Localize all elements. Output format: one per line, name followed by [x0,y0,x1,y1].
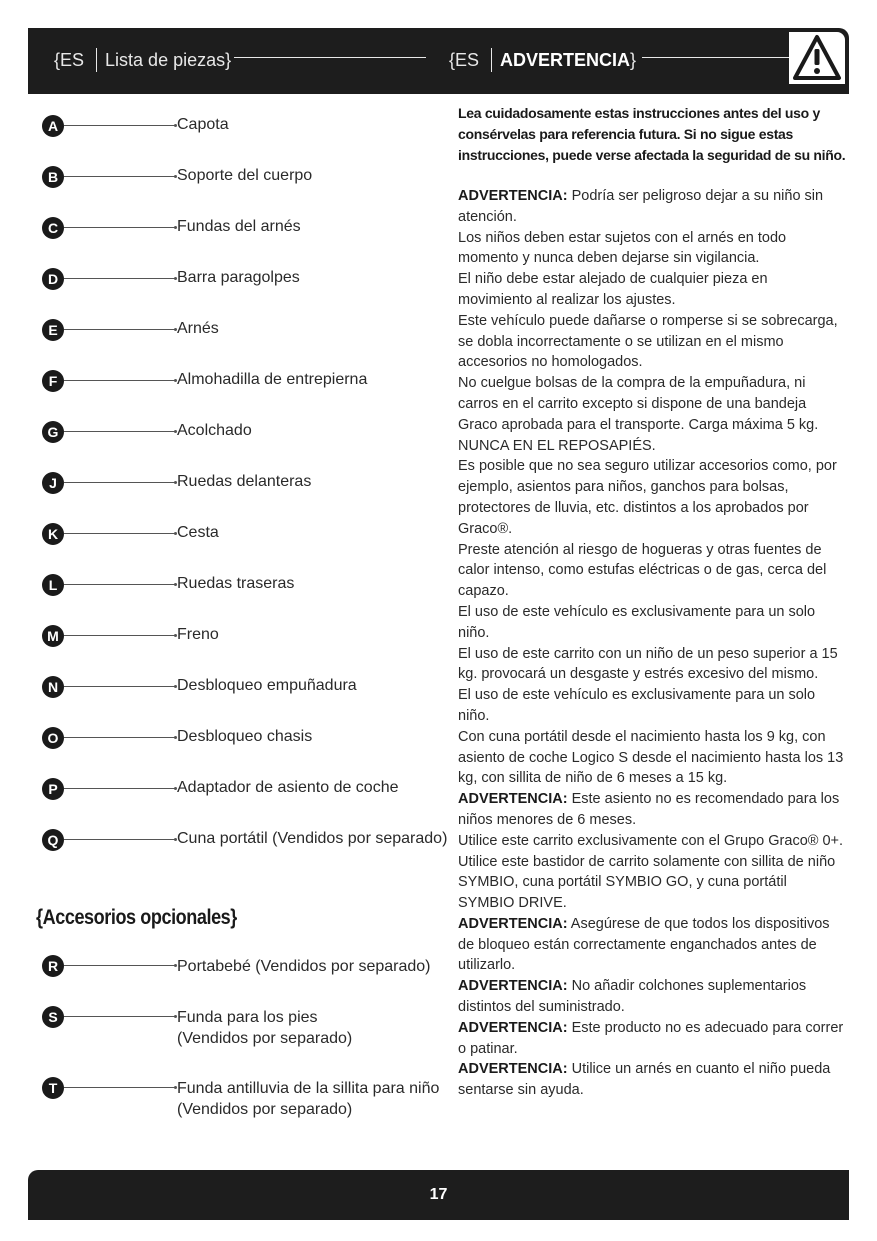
parts-list-heading [54,46,231,74]
leader-line [64,227,175,228]
header-rule [234,57,426,58]
leader-line [64,839,175,840]
warning-text: Con cuna portátil desde el nacimiento hasta los 9 kg, con asiento de coche Logico S desde el nacimiento hasta los 13 kg, con sillita de niño de 6 meses a 15 kg. [458,728,844,787]
part-letter-badge: L [42,574,64,596]
heading-divider [96,48,97,72]
warning-text: El uso de este vehículo es exclusivamente para un solo niño. [458,603,816,641]
accessory-label-line1: Funda antilluvia de la sillita para niño [177,1080,440,1097]
header-rule [642,57,794,58]
part-label: Freno [177,626,219,643]
parts-list-title: Lista de piezas} [105,49,232,70]
accessory-letter-badge: T [42,1077,64,1099]
accessory-letter-badge: S [42,1006,64,1028]
part-label: Capota [177,116,229,133]
part-label: Barra paragolpes [177,269,300,286]
leader-line [64,1087,175,1088]
part-label: Cuna portátil (Vendidos por separado) [177,830,448,847]
part-label: Desbloqueo empuñadura [177,677,357,694]
warning-heading [449,46,636,74]
warning-paragraph [458,685,844,727]
warning-paragraph [458,1018,844,1060]
part-label: Ruedas traseras [177,575,295,592]
part-letter-badge: O [42,727,64,749]
leader-line [64,686,175,687]
warning-paragraph [458,269,844,311]
part-letter-badge: B [42,166,64,188]
warning-title-brace: } [630,49,637,70]
part-item [42,520,442,548]
warning-text: Es posible que no sea seguro utilizar accesorios como, por ejemplo, asientos para niños, ganchos para bolsas, protectores de lluvia, etc. distintos a los aprobados por Graco®. [458,458,837,537]
accessory-label-line1: Funda para los pies [177,1009,318,1026]
warning-text: Este vehículo puede dañarse o romperse si se sobrecarga, se dobla incorrectamente o se utilizan en el mismo accesorios no homologados. [458,312,838,371]
warning-text: Este producto no es adecuado para correr o patinar. [458,1019,844,1057]
warning-label: ADVERTENCIA: [458,915,568,932]
warning-paragraph [458,727,844,789]
part-label: Cesta [177,524,219,541]
warning-text: Asegúrese de que todos los dispositivos de bloqueo están correctamente enganchados antes de utilizarlo. [458,915,830,974]
accessory-label-line2: (Vendidos por separado) [177,1101,353,1118]
accessory-label [177,1007,352,1049]
part-letter-badge: C [42,217,64,239]
warning-paragraph [458,831,844,852]
header-bar [28,28,849,94]
warning-label: ADVERTENCIA: [458,188,568,204]
part-label: Almohadilla de entrepierna [177,371,368,388]
warning-text: Utilice este bastidor de carrito solamente con sillita de niño SYMBIO, cuna portátil SYMBIO GO, y cuna portátil SYMBIO DRIVE. [458,853,836,912]
warning-text: El uso de este vehículo es exclusivamente para un solo niño. [458,687,816,724]
part-item [42,418,442,446]
accessory-label [177,1078,439,1120]
leader-line [64,176,175,177]
language-code: {ES [54,49,85,70]
warning-title: ADVERTENCIA [500,49,631,70]
footer-bar [28,1170,849,1220]
part-label: Soporte del cuerpo [177,167,313,184]
accessory-item [42,952,452,1000]
warning-paragraph [458,602,844,644]
warnings-list [458,186,844,1101]
accessory-label-line2: (Vendidos por separado) [177,1030,353,1047]
warning-paragraph [458,852,844,914]
warning-paragraph [458,186,844,228]
part-item [42,367,442,395]
warning-text: Utilice este carrito exclusivamente con el Grupo Graco® 0+. [458,832,844,849]
part-letter-badge: E [42,319,64,341]
part-item [42,163,442,191]
part-label: Fundas del arnés [177,218,301,235]
warning-label: ADVERTENCIA: [458,978,568,995]
part-item [42,469,442,497]
warning-paragraph [458,540,844,602]
leader-line [64,380,175,381]
part-letter-badge: P [42,778,64,800]
warning-text: El uso de este carrito con un niño de un peso superior a 15 kg. provocará un desgaste y estrés excesivo del mismo. [458,645,838,683]
part-label: Acolchado [177,422,252,439]
part-letter-badge: Q [42,829,64,851]
part-label: Ruedas delanteras [177,473,312,490]
leader-line [64,737,175,738]
warning-paragraph [458,976,844,1018]
part-letter-badge: M [42,625,64,647]
warning-text: Utilice un arnés en cuanto el niño pueda sentarse sin ayuda. [458,1061,831,1099]
warning-paragraph [458,311,844,373]
part-letter-badge: K [42,523,64,545]
warning-label: ADVERTENCIA: [458,1019,568,1036]
part-item [42,673,442,701]
warning-label: ADVERTENCIA: [458,1061,568,1078]
part-letter-badge: A [42,115,64,137]
leader-line [64,278,175,279]
warning-text: Preste atención al riesgo de hogueras y otras fuentes de calor intenso, como estufas eléctricas o de gas, cerca del capazo. [458,541,827,600]
leader-line [64,965,175,966]
warnings-intro: Lea cuidadosamente estas instrucciones antes del uso y consérvelas para referencia futura. Si no sigue estas instrucciones, puede verse afectada la seguridad de su niño. [458,105,846,163]
part-item [42,622,442,650]
part-item [42,112,442,140]
warning-text: Podría ser peligroso dejar a su niño sin atención. [458,188,824,225]
part-letter-badge: N [42,676,64,698]
warning-icon-box [789,32,845,84]
warning-text: El niño debe estar alejado de cualquier pieza en movimiento al realizar los ajustes. [458,271,768,308]
part-item [42,214,442,242]
warning-paragraph [458,914,844,976]
leader-line [64,788,175,789]
warning-paragraph [458,456,844,539]
part-item [42,724,442,752]
warning-label: ADVERTENCIA: [458,791,568,808]
leader-line [64,635,175,636]
part-letter-badge: J [42,472,64,494]
part-label: Desbloqueo chasis [177,728,313,745]
leader-line [64,533,175,534]
part-letter-badge: D [42,268,64,290]
part-item [42,316,442,344]
part-letter-badge: F [42,370,64,392]
leader-line [64,584,175,585]
accessories-title: {Accesorios opcionales} [36,906,237,929]
part-item [42,571,442,599]
warning-text: Este asiento no es recomendado para los niños menores de 6 meses. [458,791,840,828]
part-item [42,826,448,854]
page-number: 17 [429,1186,448,1203]
part-label: Adaptador de asiento de coche [177,779,399,796]
part-item [42,775,442,803]
warning-paragraph [458,789,844,831]
warning-triangle-icon [792,34,842,82]
part-item [42,265,442,293]
warnings-column [458,103,844,1101]
warning-paragraph [458,1059,844,1101]
warning-paragraph [458,373,844,456]
accessory-item [42,1074,452,1122]
part-label: Arnés [177,320,219,337]
leader-line [64,482,175,483]
language-code: {ES [449,49,480,70]
leader-line [64,329,175,330]
warning-text: No añadir colchones suplementarios distintos del suministrado. [458,978,807,1016]
accessory-letter-badge: R [42,955,64,977]
warning-text: Los niños deben estar sujetos con el arnés en todo momento y nunca deben dejarse sin vigilancia. [458,229,787,267]
accessory-label-line1: Portabebé (Vendidos por separado) [177,958,431,975]
warning-paragraph [458,228,844,270]
leader-line [64,1016,175,1017]
warning-paragraph [458,644,844,686]
part-letter-badge: G [42,421,64,443]
heading-divider [491,48,492,72]
leader-line [64,125,175,126]
accessory-item [42,1003,452,1051]
leader-line [64,431,175,432]
warning-text: No cuelgue bolsas de la compra de la empuñadura, ni carros en el carrito excepto si dispone de una bandeja Graco aprobada para el transporte. Carga máxima 5 kg. NUNCA EN EL REPOSAPIÉS. [458,375,819,454]
accessory-label [177,956,431,977]
